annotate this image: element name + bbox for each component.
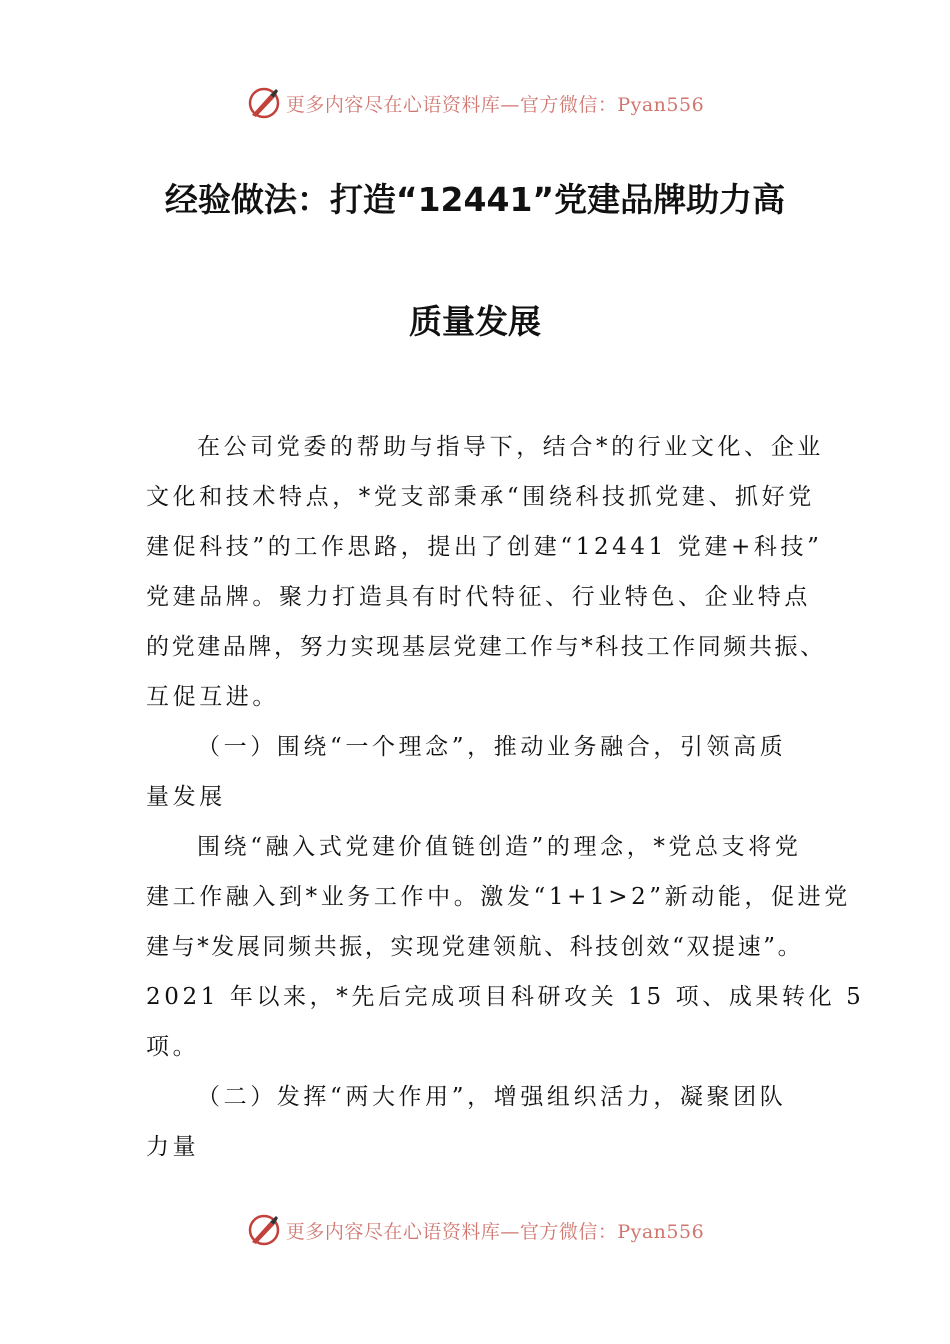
section-heading-2-line-1: （二）发挥“两大作用”，增强组织活力，凝聚团队 [197,1084,787,1110]
section-heading-1-line-1: （一）围绕“一个理念”，推动业务融合，引领高质 [197,734,787,760]
document-title-line-2: 质量发展 [409,302,541,341]
body-line-5: 的党建品牌，努力实现基层党建工作与*科技工作同频共振、 [146,634,826,660]
body-line-3: 建促科技”的工作思路，提出了创建“12441 党建+科技” [146,534,823,560]
section-heading-2-line-2: 力量 [146,1134,200,1160]
pen-logo-icon [246,85,282,121]
watermark-text-bottom: 更多内容尽在心语资料库—官方微信：Pyan556 [285,1220,705,1243]
body-line-12: 2021 年以来，*先后完成项目科研攻关 15 项、成果转化 5 [146,984,865,1010]
watermark-banner-top [0,83,950,123]
body-line-11: 建与*发展同频共振，实现党建领航、科技创效“双提速”。 [146,934,804,960]
body-line-1: 在公司党委的帮助与指导下，结合*的行业文化、企业 [197,434,824,460]
body-line-4: 党建品牌。聚力打造具有时代特征、行业特色、企业特点 [146,584,811,610]
body-line-6: 互促互进。 [146,684,279,710]
section-heading-1-line-2: 量发展 [146,784,226,810]
body-line-13: 项。 [146,1034,200,1060]
body-line-2: 文化和技术特点，*党支部秉承“围绕科技抓党建、抓好党 [146,484,815,510]
document-title-line-1: 经验做法：打造“12441”党建品牌助力高 [164,180,786,219]
body-line-10: 建工作融入到*业务工作中。激发“1+1>2”新动能，促进党 [146,884,851,910]
pen-logo-icon [246,1212,282,1248]
watermark-banner-bottom [0,1210,950,1250]
body-line-9: 围绕“融入式党建价值链创造”的理念，*党总支将党 [197,834,802,860]
watermark-text-top: 更多内容尽在心语资料库—官方微信：Pyan556 [285,93,705,116]
